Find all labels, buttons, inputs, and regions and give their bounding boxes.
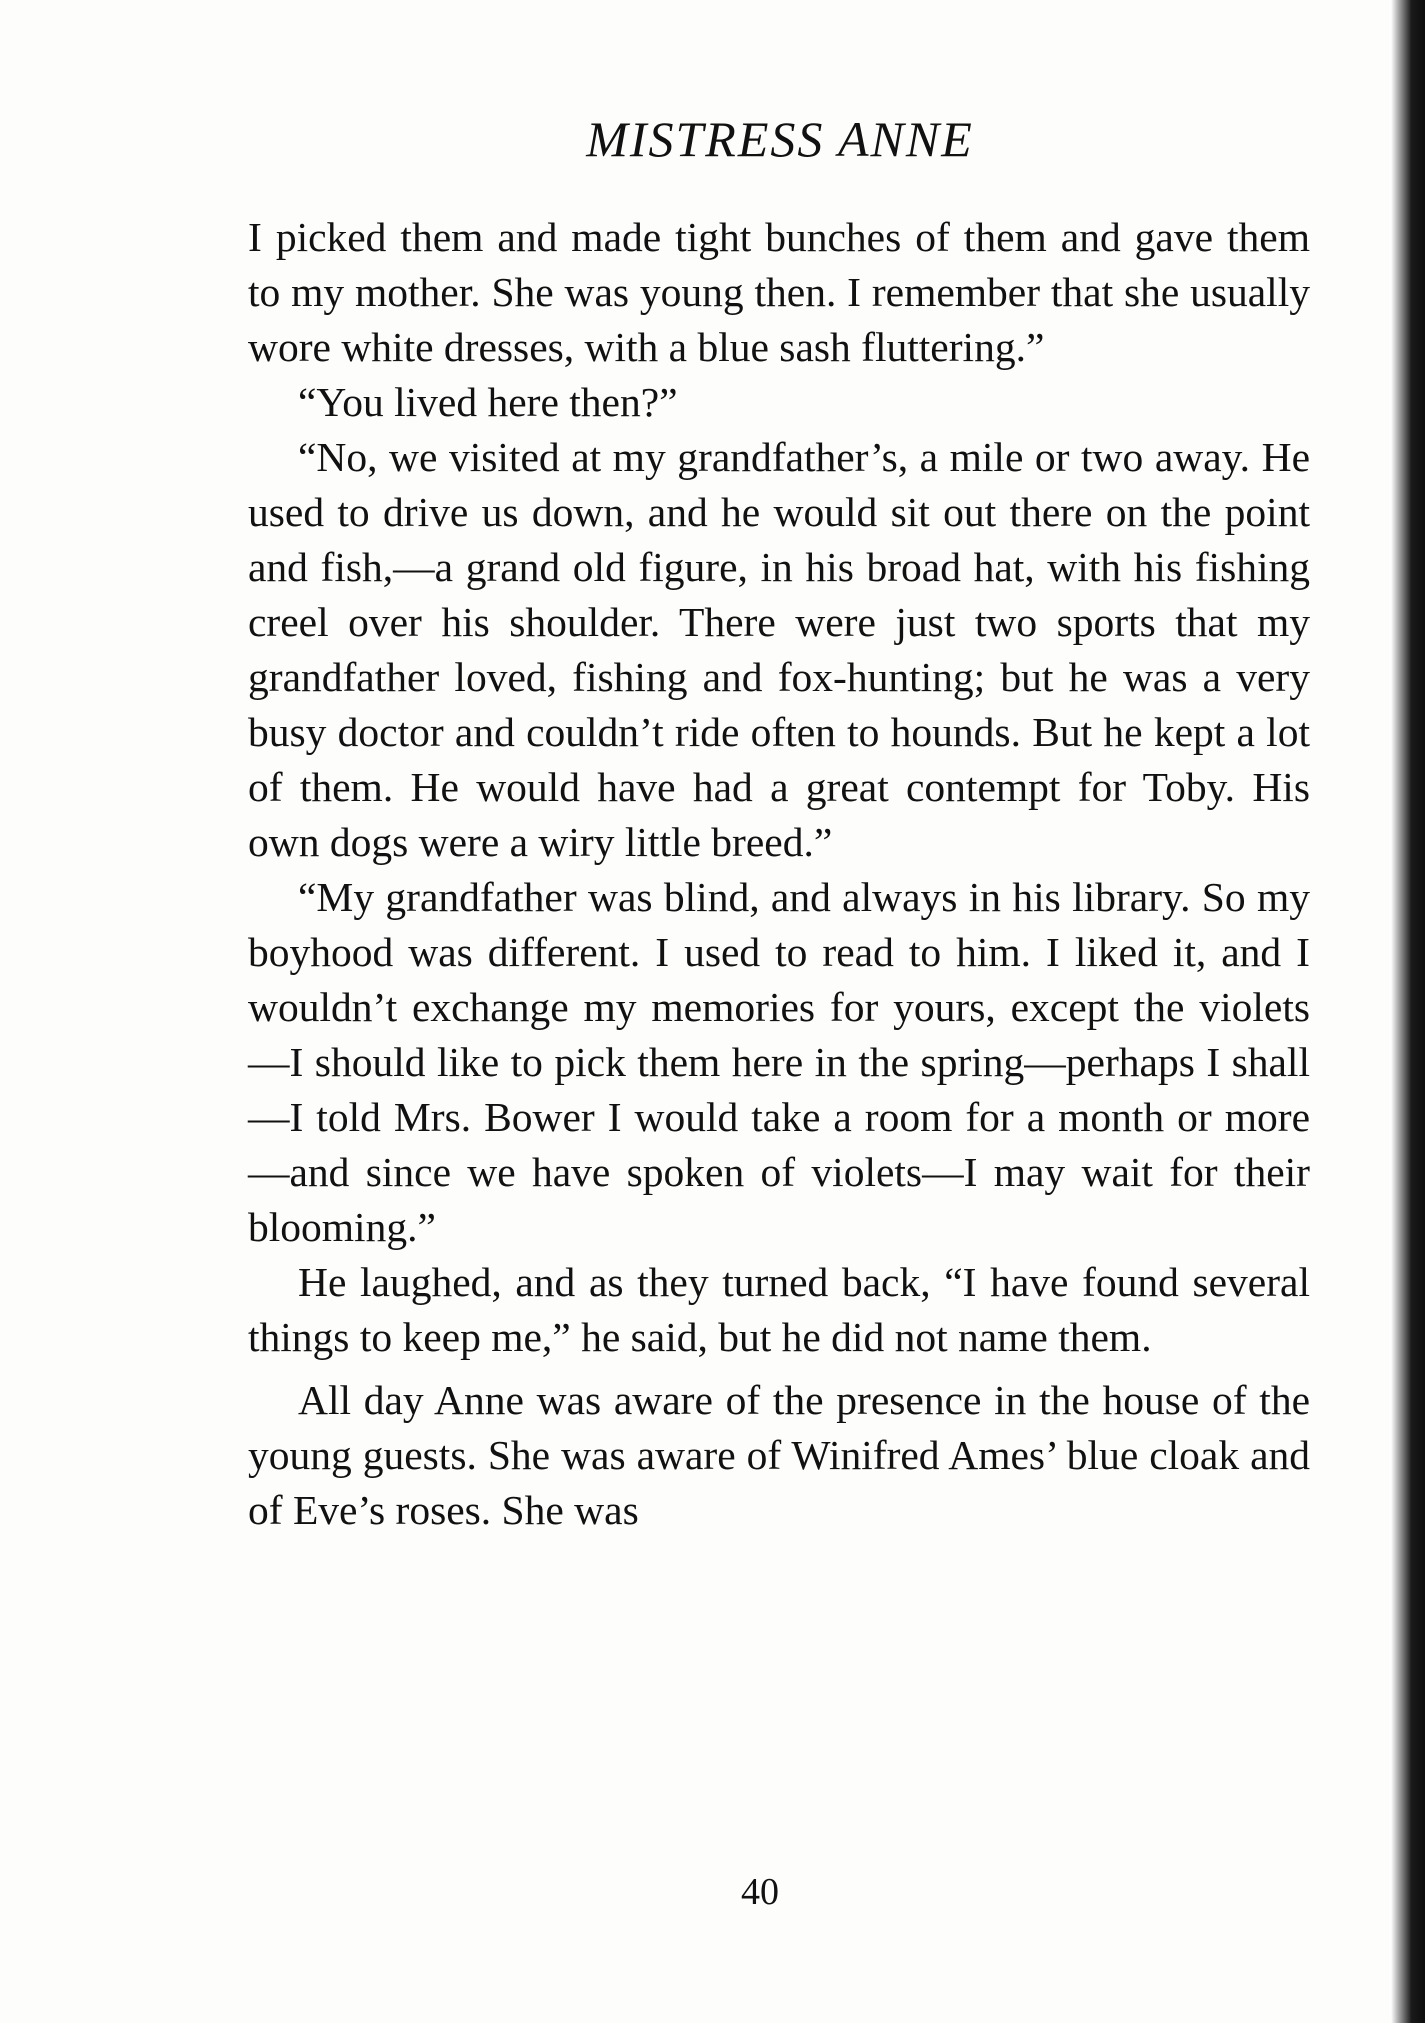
body-text <box>248 210 1310 1538</box>
page-number: 40 <box>741 1871 779 1913</box>
paragraph: “No, we visited at my grandfather’s, a mile or two away. He used to drive us down, and he would sit out there on the point and fish,—a grand old figure, in his broad hat, with his fishing creel over his shoulder. There were just two sports that my grandfather loved, fishing and fox-hunting; but he was a very busy doctor and couldn’t ride often to hounds. But he kept a lot of them. He would have had a great contempt for Toby. His own dogs were a wiry little breed.” <box>248 434 1310 865</box>
book-spine-shadow <box>1391 0 1425 2023</box>
paragraph: “My grandfather was blind, and always in his library. So my boyhood was different. I used to read to him. I liked it, and I wouldn’t exchange my memories for yours, except the violets—I should like to pick them here in the spring—perhaps I shall —I told Mrs. Bower I would take a room for a month or more—and since we have spoken of violets—I may wait for their blooming.” <box>248 874 1310 1250</box>
paragraph-continuation: I picked them and made tight bunches of them and gave them to my mother. She was young then. I remember that she usually wore white dresses, with a blue sash fluttering.” <box>248 214 1310 370</box>
paragraph: All day Anne was aware of the presence in the house of the young guests. She was aware of Winifred Ames’ blue cloak and of Eve’s roses. She was <box>248 1377 1310 1533</box>
paragraph: He laughed, and as they turned back, “I have found several things to keep me,” he said, but he did not name them. <box>248 1259 1310 1360</box>
paragraph: “You lived here then?” <box>298 379 678 425</box>
running-title: MISTRESS ANNE <box>586 111 974 167</box>
